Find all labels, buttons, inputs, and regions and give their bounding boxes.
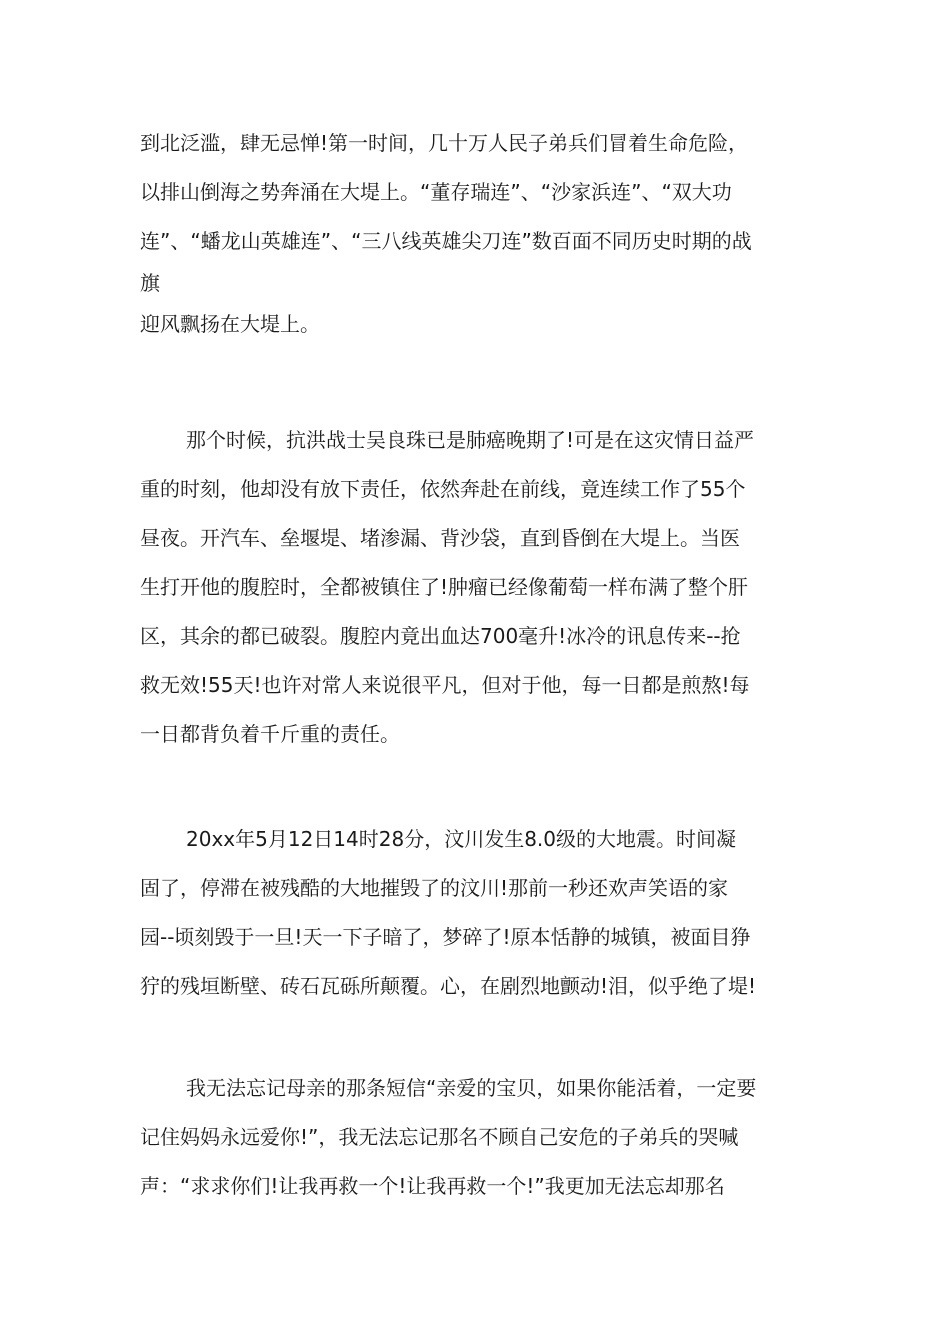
paragraph-line: 以排山倒海之势奔涌在大堤上。“董存瑞连”、“沙家浜连”、“双大功	[140, 180, 732, 204]
paragraph-line: 迎风飘扬在大堤上。	[140, 312, 320, 336]
paragraph-line: 旗	[140, 271, 160, 295]
paragraph-line: 记住妈妈永远爱你!”，我无法忘记那名不顾自己安危的子弟兵的哭喊	[140, 1125, 739, 1149]
paragraph-line: 固了，停滞在被残酷的大地摧毁了的汶川!那前一秒还欢声笑语的家	[140, 876, 729, 900]
paragraph-line: 声：“求求你们!让我再救一个!让我再救一个!”我更加无法忘却那名	[140, 1174, 725, 1198]
paragraph-line: 我无法忘记母亲的那条短信“亲爱的宝贝，如果你能活着，一定要	[186, 1076, 757, 1100]
paragraph-4	[140, 1064, 830, 1211]
paragraph-line: 一日都背负着千斤重的责任。	[140, 722, 400, 746]
paragraph-1	[140, 119, 830, 349]
paragraph-line: 昼夜。开汽车、垒堰堤、堵渗漏、背沙袋，直到昏倒在大堤上。当医	[140, 526, 740, 550]
paragraph-line: 那个时候，抗洪战士吴良珠已是肺癌晚期了!可是在这灾情日益严	[186, 428, 755, 452]
paragraph-line: 生打开他的腹腔时，全都被镇住了!肿瘤已经像葡萄一样布满了整个肝	[140, 575, 749, 599]
paragraph-line: 园--顷刻毁于一旦!天一下子暗了，梦碎了!原本恬静的城镇，被面目狰	[140, 925, 751, 949]
paragraph-line: 救无效!55天!也许对常人来说很平凡，但对于他，每一日都是煎熬!每	[140, 673, 750, 697]
paragraph-line: 区，其余的都已破裂。腹腔内竟出血达700毫升!冰冷的讯息传来--抢	[140, 624, 741, 648]
paragraph-line: 重的时刻，他却没有放下责任，依然奔赴在前线，竟连续工作了55个	[140, 477, 746, 501]
paragraph-line: 狞的残垣断壁、砖石瓦砾所颠覆。心，在剧烈地颤动!泪，似乎绝了堤!	[140, 974, 757, 998]
paragraph-line: 20xx年5月12日14时28分，汶川发生8.0级的大地震。时间凝	[186, 827, 736, 851]
paragraph-line: 到北泛滥，肆无忌惮!第一时间，几十万人民子弟兵们冒着生命危险，	[140, 131, 749, 155]
paragraph-3	[140, 815, 830, 1011]
paragraph-line: 连”、“蟠龙山英雄连”、“三八线英雄尖刀连”数百面不同历史时期的战	[140, 229, 752, 253]
paragraph-2	[140, 416, 830, 759]
